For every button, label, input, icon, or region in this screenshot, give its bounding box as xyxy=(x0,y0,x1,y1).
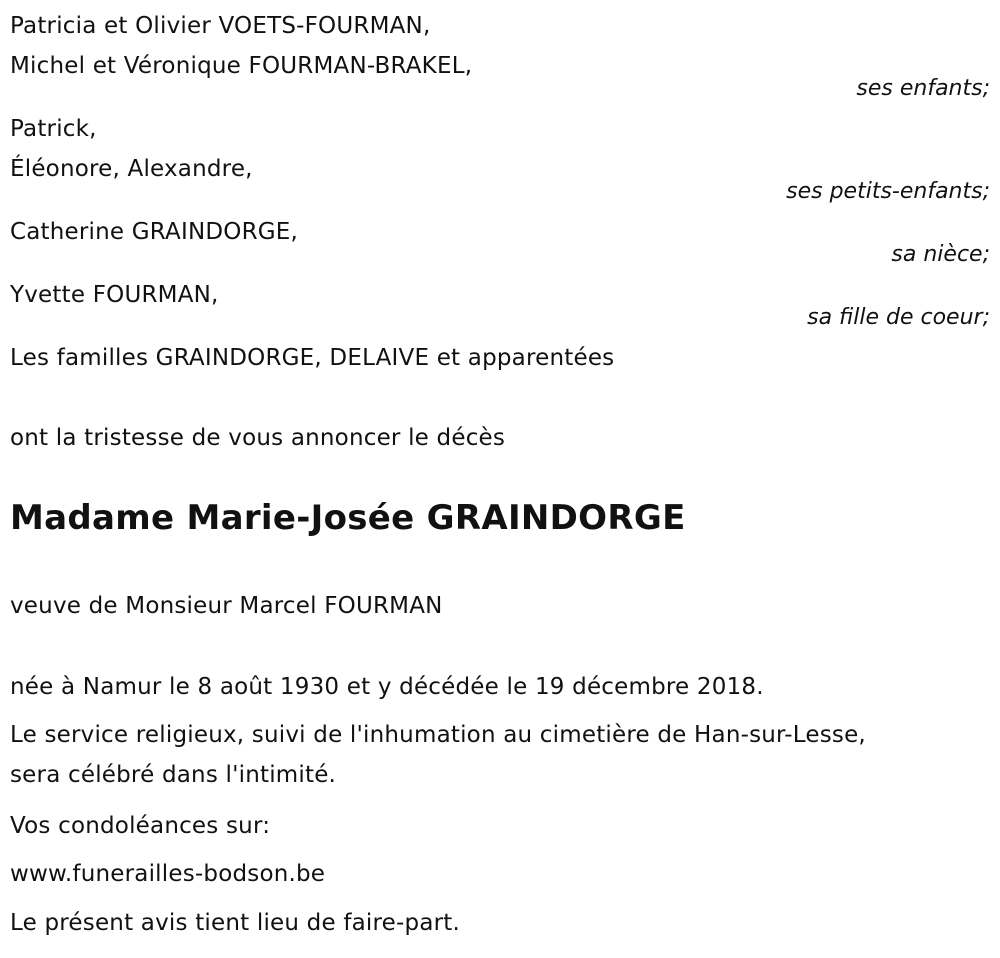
website-link[interactable]: www.funerailles-bodson.be xyxy=(10,861,326,887)
condolences-label: Vos condoléances sur: xyxy=(10,813,271,839)
birth-death-line: née à Namur le 8 août 1930 et y décédée le 19 décembre 2018. xyxy=(10,674,764,700)
service-line-2: sera célébré dans l'intimité. xyxy=(10,762,337,788)
children-line-2: Michel et Véronique FOURMAN-BRAKEL, xyxy=(10,53,473,79)
niece-role: sa nièce; xyxy=(891,242,990,267)
families-line: Les familles GRAINDORGE, DELAIVE et apparentées xyxy=(10,345,615,371)
deceased-name: Madame Marie-Josée GRAINDORGE xyxy=(10,498,686,538)
children-role: ses enfants; xyxy=(856,76,990,101)
children-line-1: Patricia et Olivier VOETS-FOURMAN, xyxy=(10,13,431,39)
grandchildren-line-1: Patrick, xyxy=(10,116,97,142)
grandchildren-role: ses petits-enfants; xyxy=(786,179,990,204)
service-line-1: Le service religieux, suivi de l'inhumation au cimetière de Han-sur-Lesse, xyxy=(10,722,866,748)
grandchildren-line-2: Éléonore, Alexandre, xyxy=(10,156,253,182)
daughter-heart-line: Yvette FOURMAN, xyxy=(10,282,219,308)
widow-of-line: veuve de Monsieur Marcel FOURMAN xyxy=(10,593,443,619)
announcement-intro: ont la tristesse de vous annoncer le décès xyxy=(10,425,506,451)
niece-line: Catherine GRAINDORGE, xyxy=(10,219,299,245)
closing-line: Le présent avis tient lieu de faire-part. xyxy=(10,910,461,936)
daughter-heart-role: sa fille de coeur; xyxy=(807,305,990,330)
